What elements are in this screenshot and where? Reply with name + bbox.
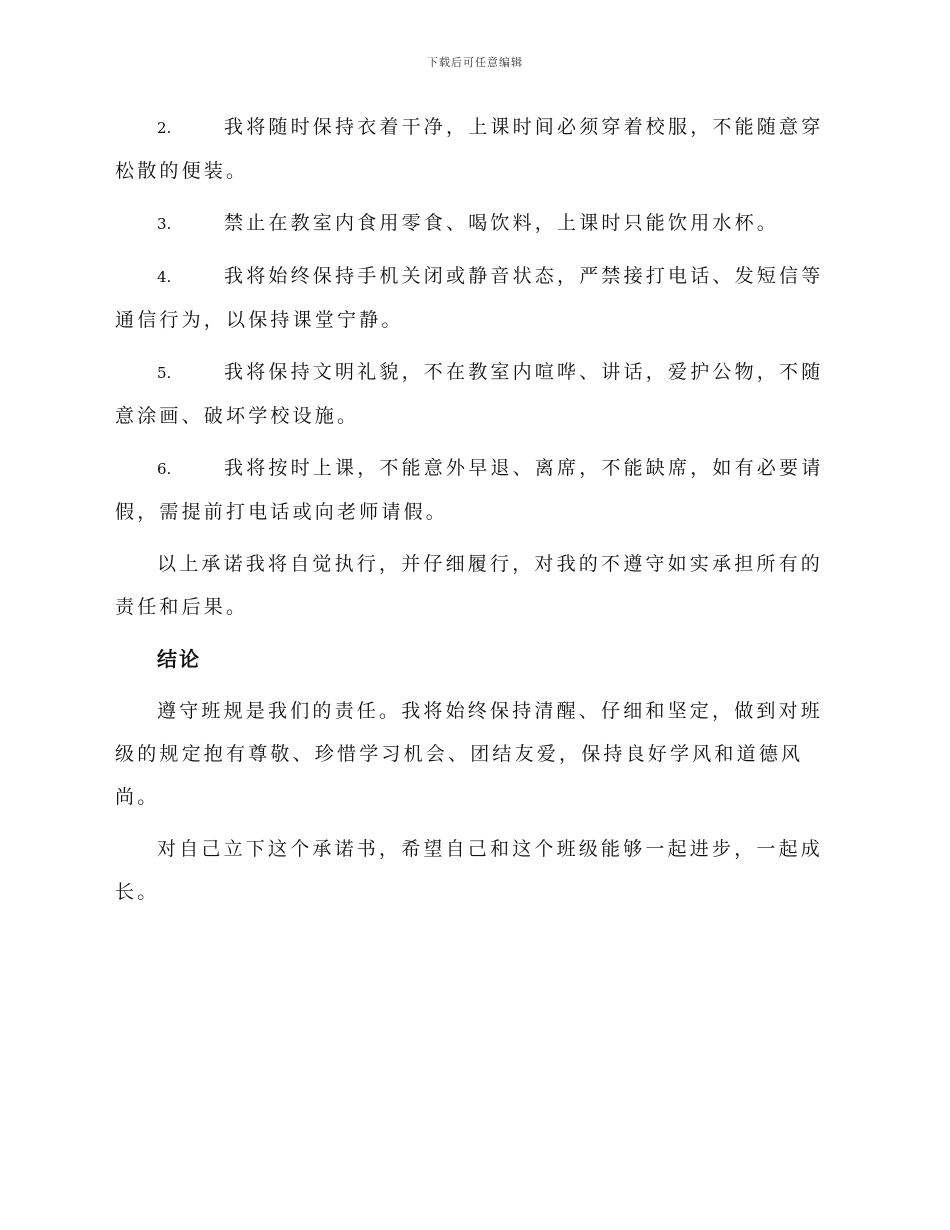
item-text: 禁止在教室内食用零食、喝饮料，上课时只能饮用水杯。	[224, 212, 780, 234]
list-item	[115, 202, 835, 246]
page-header: 下载后可任意编辑	[427, 56, 523, 69]
item-number: 6.	[157, 460, 172, 478]
item-number: 5.	[157, 364, 172, 382]
item-text: 我将保持文明礼貌，不在教室内喧哗、讲话，爱护公物，不随意涂画、破坏学校设施。	[115, 361, 824, 427]
conclusion-paragraph: 遵守班规是我们的责任。我将始终保持清醒、仔细和坚定，做到对班级的规定抱有尊敬、珍惜学习机会、团结友爱，保持良好学风和道德风尚。	[115, 700, 824, 808]
item-number: 3.	[157, 215, 172, 233]
list-item	[115, 106, 835, 193]
list-item	[115, 351, 835, 438]
list-item	[115, 447, 835, 534]
conclusion-heading: 结论	[157, 647, 201, 671]
list-item	[115, 255, 835, 342]
item-number: 4.	[157, 268, 172, 286]
item-number: 2.	[157, 119, 172, 137]
item-text: 我将始终保持手机关闭或静音状态，严禁接打电话、发短信等通信行为，以保持课堂宁静。	[115, 265, 824, 331]
closing-paragraph: 对自己立下这个承诺书，希望自己和这个班级能够一起进步，一起成长。	[115, 838, 824, 903]
document-body	[115, 106, 835, 923]
commitment-paragraph: 以上承诺我将自觉执行，并仔细履行，对我的不遵守如实承担所有的责任和后果。	[115, 553, 824, 618]
item-text: 我将按时上课，不能意外早退、离席，不能缺席，如有必要请假，需提前打电话或向老师请假。	[115, 457, 824, 523]
item-text: 我将随时保持衣着干净，上课时间必须穿着校服，不能随意穿松散的便装。	[115, 116, 824, 182]
